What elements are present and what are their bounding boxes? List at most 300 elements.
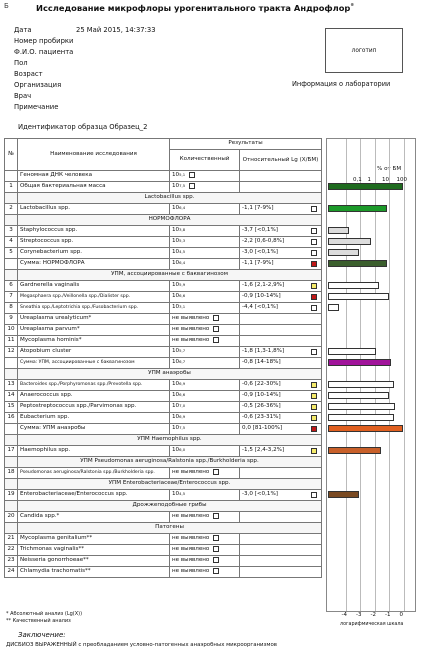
quant-exp: 3,1: [179, 304, 186, 309]
section-row: [5, 434, 322, 445]
indicator-bar: [328, 205, 387, 212]
section-num-cell: [5, 269, 18, 280]
date-value: 25 Май 2015, 14:37:33: [76, 26, 156, 34]
quant-value: 10: [172, 282, 180, 288]
result-checkbox: [213, 326, 219, 332]
row-name: Megasphaera spp./Veillonella spp./Dialister spp.: [18, 291, 170, 302]
section-title: УПМ, ассоциированные с баквагинозом: [18, 269, 322, 280]
row-quant: [170, 423, 240, 434]
scale-bottom-tick: -4: [341, 612, 347, 618]
quant-exp: 7,5: [179, 425, 186, 430]
rel-value: -3,0 [<0,1%]: [242, 249, 278, 255]
status-marker: [311, 415, 317, 421]
row-name: Mycoplasma genitalium**: [18, 533, 170, 544]
rel-wrap: [242, 446, 319, 455]
row-num: 14: [5, 390, 18, 401]
rel-wrap: [242, 358, 319, 367]
patient-label: Ф.И.О. пациента: [14, 48, 74, 56]
row-name: Chlamydia trachomatis**: [18, 566, 170, 577]
row-num: 10: [5, 324, 18, 335]
row-quant: [170, 313, 240, 324]
pct-bm-label: % от БМ: [377, 166, 402, 172]
col-results: Результаты: [170, 139, 322, 150]
row-rel: [240, 566, 322, 577]
row-num: 6: [5, 280, 18, 291]
quant-value: 10: [172, 359, 180, 365]
table-row: [5, 412, 322, 423]
section-row: [5, 269, 322, 280]
tube-label: Номер пробирки: [14, 37, 74, 45]
result-checkbox: [189, 172, 195, 178]
row-num: 16: [5, 412, 18, 423]
row-name: Sneathia spp./Leptotrichia spp./Fusobacterium spp.: [18, 302, 170, 313]
section-title: Патогены: [18, 522, 322, 533]
row-name: Peptostreptococcus spp./Parvimonas spp.: [18, 401, 170, 412]
scale-bottom-tick: -2: [370, 612, 376, 618]
quant-exp: 6,9: [179, 414, 186, 419]
indicator-bar: [328, 392, 389, 399]
row-rel: [240, 302, 322, 313]
section-row: [5, 500, 322, 511]
status-marker: [311, 448, 317, 454]
rel-value: -0,6 [22-30%]: [242, 381, 281, 387]
row-quant: [170, 225, 240, 236]
row-rel: [240, 170, 322, 181]
row-quant: [170, 302, 240, 313]
registered-mark: ®: [350, 2, 355, 7]
row-quant: [170, 445, 240, 456]
section-num-cell: [5, 368, 18, 379]
rel-value: -0,9 [10-14%]: [242, 392, 281, 398]
row-rel: [240, 236, 322, 247]
indicator-bar: [328, 403, 395, 410]
row-num: 21: [5, 533, 18, 544]
rel-value: -1,8 [1,3-1,8%]: [242, 348, 285, 354]
row-quant: [170, 181, 240, 192]
section-title: НОРМОФЛОРА: [18, 214, 322, 225]
sample-id: Идентификатор образца Образец_2: [18, 123, 148, 131]
indicator-bar: [328, 425, 403, 432]
lab-info: Информация о лаборатории: [292, 80, 391, 88]
col-num: №: [5, 139, 18, 171]
table-row: [5, 236, 322, 247]
table-row: [5, 489, 322, 500]
row-num: [5, 357, 18, 368]
row-quant: [170, 555, 240, 566]
indicator-bar: [328, 348, 376, 355]
table-row: [5, 467, 322, 478]
rel-value: -0,6 [23-31%]: [242, 414, 281, 420]
section-row: [5, 478, 322, 489]
status-marker: [311, 294, 317, 300]
rel-wrap: [242, 303, 319, 312]
table-row: [5, 313, 322, 324]
quant-exp: 6,4: [179, 205, 186, 210]
quant-exp: 4,5: [179, 491, 186, 496]
row-name: Atopobium cluster: [18, 346, 170, 357]
row-name: Trichmonas vaginalis**: [18, 544, 170, 555]
date-label: Дата: [14, 26, 32, 34]
row-quant: [170, 566, 240, 577]
row-rel: [240, 401, 322, 412]
quant-value: не выявлено: [172, 513, 210, 519]
table-row: [5, 511, 322, 522]
scale-top-tick: 100: [396, 177, 407, 183]
rel-value: 0,0 [81-100%]: [242, 425, 283, 431]
row-num: 4: [5, 236, 18, 247]
col-name: Наименование исследования: [18, 139, 170, 171]
table-row: [5, 357, 322, 368]
row-rel: [240, 544, 322, 555]
section-row: [5, 192, 322, 203]
section-row: [5, 456, 322, 467]
quant-exp: 5,9: [179, 282, 186, 287]
row-name: Pseudomonas aeruginosa/Ralstonia spp./Burkholderia spp.: [18, 467, 170, 478]
row-num: [5, 170, 18, 181]
status-marker: [311, 206, 317, 212]
section-title: УПМ анаэробы: [18, 368, 322, 379]
quant-value: 10: [172, 491, 180, 497]
rel-wrap: [242, 281, 319, 290]
results-table: [4, 138, 322, 578]
table-row: [5, 335, 322, 346]
quant-value: 10: [172, 414, 180, 420]
row-num: 23: [5, 555, 18, 566]
status-marker: [311, 239, 317, 245]
age-label: Возраст: [14, 70, 43, 78]
rel-wrap: [242, 292, 319, 301]
rel-wrap: [242, 347, 319, 356]
table-row: [5, 390, 322, 401]
row-quant: [170, 390, 240, 401]
quant-value: 10: [172, 260, 180, 266]
scale-bottom-tick: -3: [356, 612, 362, 618]
indicator-bar: [328, 491, 359, 498]
section-row: [5, 214, 322, 225]
row-name: Сумма: УПМ анаэробы: [18, 423, 170, 434]
scale-top-tick: 0,1: [353, 177, 362, 183]
indicator-panel: [326, 138, 416, 612]
result-checkbox: [213, 469, 219, 475]
quant-value: не выявлено: [172, 535, 210, 541]
quant-exp: 6,0: [179, 447, 186, 452]
rel-wrap: [242, 391, 319, 400]
row-name: Anaerococcus spp.: [18, 390, 170, 401]
table-row: [5, 555, 322, 566]
rel-value: -1,5 [2,4-3,2%]: [242, 447, 285, 453]
row-rel: [240, 390, 322, 401]
header-row: [5, 139, 322, 150]
indicator-bar: [328, 227, 349, 234]
col-quant: Количественный: [170, 149, 240, 170]
quant-value: 10: [172, 425, 180, 431]
table-row: [5, 566, 322, 577]
section-title: УПМ Pseudomonas aeruginosa/Ralstonia spp./Burkholderia spp.: [18, 456, 322, 467]
table-row: [5, 423, 322, 434]
table-row: [5, 203, 322, 214]
row-rel: [240, 335, 322, 346]
rel-wrap: [242, 259, 319, 268]
quant-value: 10: [172, 447, 180, 453]
row-name: Геномная ДНК человека: [18, 170, 170, 181]
rel-value: -3,0 [<0,1%]: [242, 491, 278, 497]
row-num: 7: [5, 291, 18, 302]
table-row: [5, 445, 322, 456]
table-row: [5, 247, 322, 258]
section-num-cell: [5, 522, 18, 533]
quant-value: 10: [172, 348, 180, 354]
row-num: 22: [5, 544, 18, 555]
status-marker: [311, 426, 317, 432]
status-marker: [311, 349, 317, 355]
row-name: Общая бактериальная масса: [18, 181, 170, 192]
row-quant: [170, 346, 240, 357]
table-row: [5, 225, 322, 236]
quant-exp: 6,7: [179, 359, 186, 364]
row-name: Staphylococcus spp.: [18, 225, 170, 236]
row-rel: [240, 247, 322, 258]
row-quant: [170, 401, 240, 412]
row-quant: [170, 511, 240, 522]
conclusion-label: Заключение:: [18, 631, 66, 639]
table-row: [5, 379, 322, 390]
rel-value: -1,6 [2,1-2,9%]: [242, 282, 285, 288]
quant-value: не выявлено: [172, 557, 210, 563]
quant-exp: 6,6: [179, 293, 186, 298]
report-title-text: Исследование микрофлоры урогенитального тракта Андрофлор: [36, 3, 351, 13]
conclusion-text: ДИСБИОЗ ВЫРАЖЕННЫЙ с преобладанием условно-патогенных анаэробных микроорганизмов: [6, 642, 277, 648]
row-quant: [170, 291, 240, 302]
quant-value: 10: [172, 403, 180, 409]
table-row: [5, 181, 322, 192]
section-title: УПМ Haemophilus spp.: [18, 434, 322, 445]
rel-wrap: [242, 380, 319, 389]
quant-value: 10: [172, 392, 180, 398]
indicator-bar: [328, 304, 339, 311]
rel-value: -4,4 [<0,1%]: [242, 304, 278, 310]
row-quant: [170, 203, 240, 214]
rel-value: -2,2 [0,6-0,8%]: [242, 238, 285, 244]
table-row: [5, 291, 322, 302]
indicator-bar: [328, 381, 394, 388]
indicator-bar: [328, 359, 391, 366]
indicator-bar: [328, 282, 379, 289]
status-marker: [311, 261, 317, 267]
row-num: 17: [5, 445, 18, 456]
rel-value: -1,1 [7-9%]: [242, 260, 274, 266]
row-rel: [240, 291, 322, 302]
quant-exp: 5,3: [179, 238, 186, 243]
row-name: Streptococcus spp.: [18, 236, 170, 247]
row-num: 9: [5, 313, 18, 324]
row-num: 1: [5, 181, 18, 192]
row-rel: [240, 489, 322, 500]
row-quant: [170, 489, 240, 500]
row-num: 13: [5, 379, 18, 390]
scale-bottom-tick: -1: [385, 612, 391, 618]
row-rel: [240, 280, 322, 291]
table-row: [5, 302, 322, 313]
row-quant: [170, 544, 240, 555]
rel-wrap: [242, 237, 319, 246]
row-name: Bacteroides spp./Porphyromonas spp./Prevotella spp.: [18, 379, 170, 390]
note-label: Примечание: [14, 103, 59, 111]
quant-value: 10: [172, 205, 180, 211]
row-quant: [170, 533, 240, 544]
row-quant: [170, 170, 240, 181]
row-rel: [240, 412, 322, 423]
row-name: Ureaplasma urealyticum*: [18, 313, 170, 324]
table-row: [5, 544, 322, 555]
row-name: Gardnerella vaginalis: [18, 280, 170, 291]
result-checkbox: [213, 315, 219, 321]
row-num: 11: [5, 335, 18, 346]
quant-exp: 5,7: [179, 348, 186, 353]
row-num: [5, 423, 18, 434]
rel-wrap: [242, 413, 319, 422]
status-marker: [311, 305, 317, 311]
rel-value: -0,8 [14-18%]: [242, 359, 281, 365]
indicator-bar: [328, 238, 371, 245]
rel-value: -0,9 [10-14%]: [242, 293, 281, 299]
table-row: [5, 533, 322, 544]
doctor-label: Врач: [14, 92, 32, 100]
row-name: Lactobacillus spp.: [18, 203, 170, 214]
rel-wrap: [242, 402, 319, 411]
row-name: Сумма: НОРМОФЛОРА: [18, 258, 170, 269]
row-name: Neisseria gonorrhoeae**: [18, 555, 170, 566]
result-checkbox: [213, 337, 219, 343]
quant-exp: 6,4: [179, 260, 186, 265]
section-title: УПМ Enterobacteriaceae/Enterococcus spp.: [18, 478, 322, 489]
row-quant: [170, 236, 240, 247]
row-name: Corynebacterium spp.: [18, 247, 170, 258]
quant-exp: 4,5: [179, 249, 186, 254]
row-rel: [240, 555, 322, 566]
quant-value: не выявлено: [172, 546, 210, 552]
section-num-cell: [5, 214, 18, 225]
row-num: 18: [5, 467, 18, 478]
row-num: 5: [5, 247, 18, 258]
scale-top-tick: 1: [367, 177, 371, 183]
table-row: [5, 324, 322, 335]
quant-exp: 7,0: [179, 403, 186, 408]
gridline: [404, 139, 405, 611]
row-quant: [170, 412, 240, 423]
row-rel: [240, 258, 322, 269]
logo-placeholder: логотип: [325, 28, 403, 73]
indicator-bar: [328, 447, 381, 454]
row-quant: [170, 467, 240, 478]
table-row: [5, 170, 322, 181]
quant-value: не выявлено: [172, 326, 210, 332]
status-marker: [311, 382, 317, 388]
report-title: [36, 3, 354, 13]
row-num: 12: [5, 346, 18, 357]
result-checkbox: [189, 183, 195, 189]
row-rel: [240, 467, 322, 478]
scale-top-tick: 10: [382, 177, 389, 183]
indicator-bar: [328, 414, 394, 421]
row-name: Сумма: УПМ, ассоциированные с баквагинозом: [18, 357, 170, 368]
indicator-bar: [328, 293, 389, 300]
result-checkbox: [213, 535, 219, 541]
sex-label: Пол: [14, 59, 28, 67]
indicator-bar: [328, 249, 359, 256]
row-num: [5, 258, 18, 269]
quant-value: 10: [172, 227, 180, 233]
quant-exp: 5,1: [179, 172, 186, 177]
rel-wrap: [242, 490, 319, 499]
indicator-bar: [328, 183, 403, 190]
quant-value: не выявлено: [172, 469, 210, 475]
section-num-cell: [5, 478, 18, 489]
row-rel: [240, 357, 322, 368]
quant-exp: 7,5: [179, 183, 186, 188]
result-checkbox: [213, 557, 219, 563]
quant-exp: 3,8: [179, 227, 186, 232]
corner-letter: Б: [4, 2, 9, 10]
status-marker: [311, 492, 317, 498]
rel-wrap: [242, 248, 319, 257]
rel-wrap: [242, 424, 319, 433]
org-label: Организация: [14, 81, 62, 89]
section-num-cell: [5, 456, 18, 467]
row-num: 3: [5, 225, 18, 236]
row-num: 15: [5, 401, 18, 412]
row-rel: [240, 346, 322, 357]
row-name: Enterobacteriaceae/Enterococcus spp.: [18, 489, 170, 500]
col-rel: Относительный Lg (X/БМ): [240, 149, 322, 170]
footnote-2: ** Качественный анализ: [6, 618, 71, 624]
gridline: [389, 139, 390, 611]
row-quant: [170, 247, 240, 258]
quant-value: 10: [172, 293, 180, 299]
rel-wrap: [242, 226, 319, 235]
row-rel: [240, 533, 322, 544]
rel-value: -0,5 [26-36%]: [242, 403, 281, 409]
footnote-1: * Абсолютный анализ (Lg(X)): [6, 611, 83, 617]
section-title: Lactobacillus spp.: [18, 192, 322, 203]
indicator-bar: [328, 260, 387, 267]
section-title: Дрожжеподобные грибы: [18, 500, 322, 511]
row-rel: [240, 511, 322, 522]
quant-value: 10: [172, 381, 180, 387]
row-rel: [240, 324, 322, 335]
row-num: 8: [5, 302, 18, 313]
row-name: Haemophilus spp.: [18, 445, 170, 456]
quant-value: не выявлено: [172, 337, 210, 343]
row-num: 2: [5, 203, 18, 214]
row-quant: [170, 379, 240, 390]
row-quant: [170, 280, 240, 291]
table-row: [5, 346, 322, 357]
row-rel: [240, 423, 322, 434]
row-name: Candida spp.*: [18, 511, 170, 522]
row-name: Eubacterium spp.: [18, 412, 170, 423]
rel-value: -3,7 [<0,1%]: [242, 227, 278, 233]
table-row: [5, 401, 322, 412]
quant-value: 10: [172, 238, 180, 244]
status-marker: [311, 250, 317, 256]
row-rel: [240, 203, 322, 214]
quant-value: 10: [172, 183, 180, 189]
section-row: [5, 368, 322, 379]
table-row: [5, 258, 322, 269]
section-num-cell: [5, 192, 18, 203]
scale-bottom-tick: 0: [399, 612, 403, 618]
row-num: 24: [5, 566, 18, 577]
